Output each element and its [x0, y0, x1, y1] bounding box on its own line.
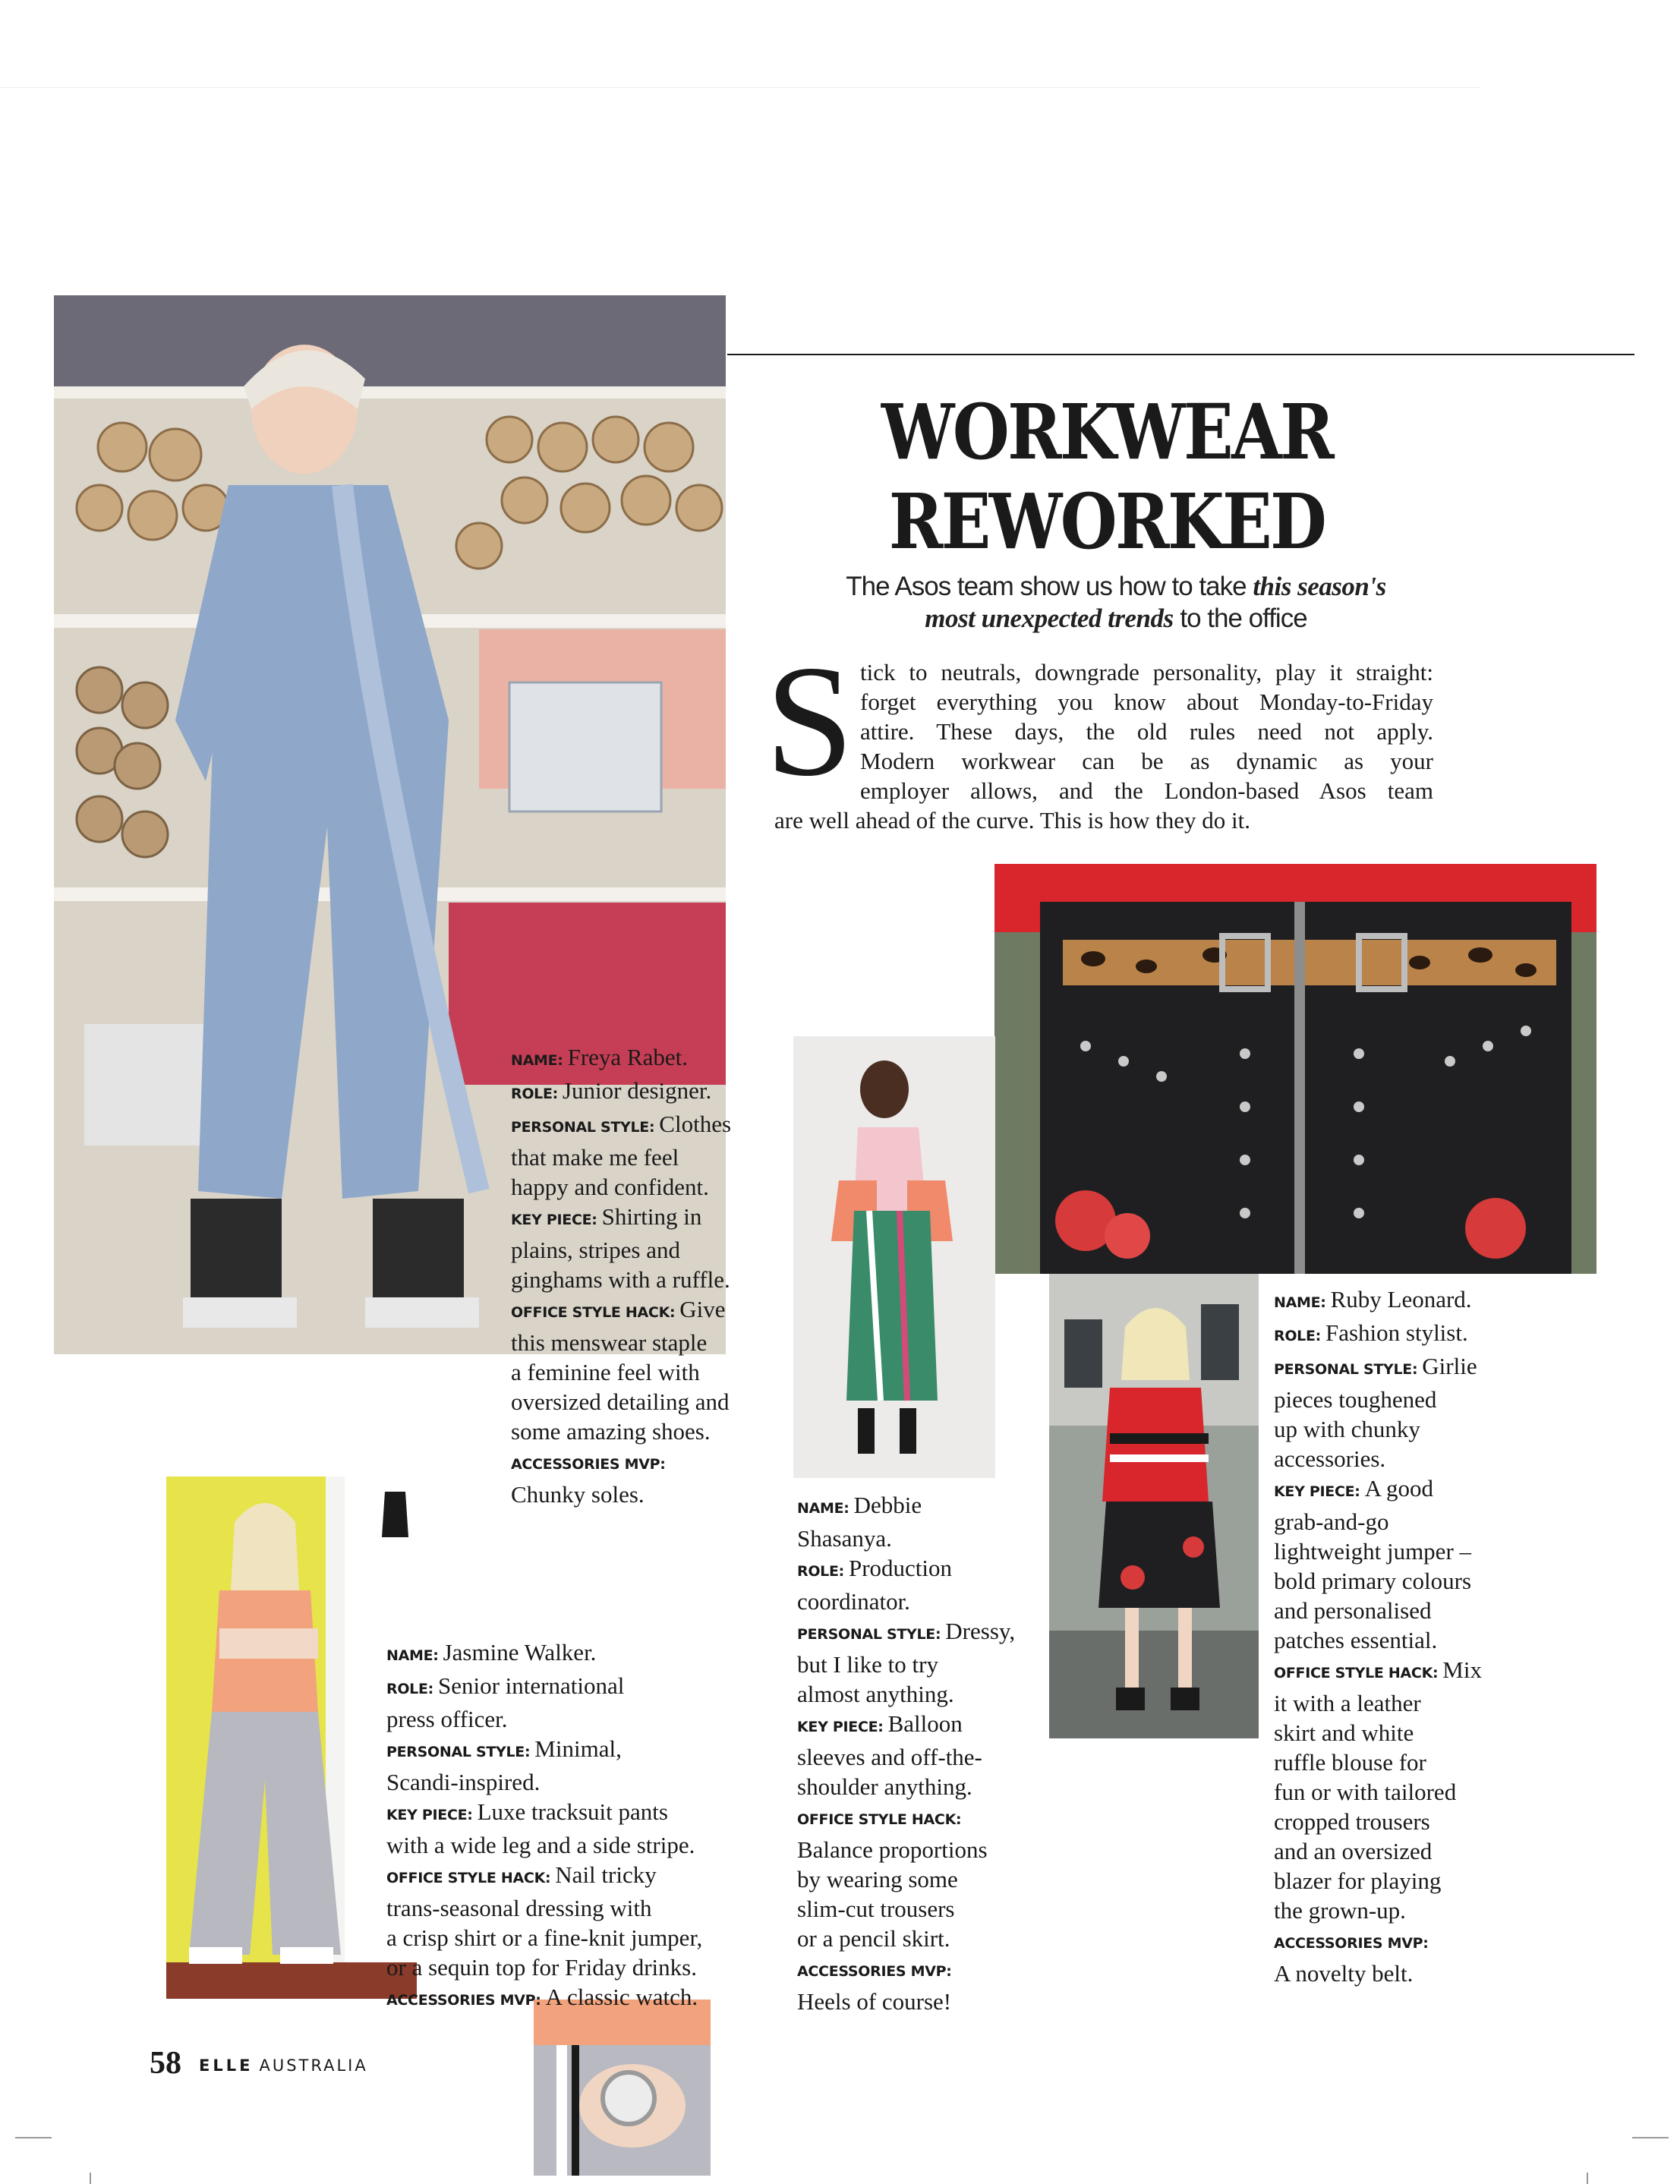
caption-text: ginghams with a ruffle. [511, 1266, 730, 1293]
caption-label: ROLE: [386, 1681, 433, 1697]
caption-label: KEY PIECE: [511, 1212, 597, 1228]
caption-text: plains, stripes and [511, 1237, 680, 1263]
caption-label: KEY PIECE: [1274, 1483, 1360, 1500]
caption-text: fun or with tailored [1274, 1779, 1457, 1805]
caption-text: this menswear staple [511, 1329, 708, 1356]
magazine-name-rest: AUSTRALIA [259, 2056, 368, 2075]
caption-label: PERSONAL STYLE: [797, 1626, 941, 1643]
caption-text: or a pencil skirt. [797, 1925, 950, 1952]
caption-label: NAME: [1274, 1294, 1326, 1311]
photo-studded-skirt [994, 864, 1596, 1274]
caption-role: Production [848, 1555, 953, 1581]
caption-label: ACCESSORIES MVP: [797, 1963, 952, 1980]
caption-name: Debbie [853, 1492, 922, 1518]
caption-name: Freya Rabet. [567, 1044, 688, 1070]
caption-label: ACCESSORIES MVP: [511, 1456, 666, 1473]
caption-text: trans-seasonal dressing with [386, 1895, 652, 1921]
caption-text: some amazing shoes. [511, 1418, 711, 1445]
caption-text: but I like to try [797, 1651, 938, 1678]
caption-label: KEY PIECE: [797, 1719, 884, 1735]
caption-text: with a wide leg and a side stripe. [386, 1832, 695, 1858]
intro-line: are well ahead of the curve. This is how they do it. [774, 807, 1250, 834]
caption-role: press officer. [386, 1706, 508, 1732]
caption-text: A novelty belt. [1274, 1960, 1414, 1987]
caption-text: patches essential. [1274, 1627, 1438, 1653]
caption-text: almost anything. [797, 1681, 954, 1707]
caption-text: A good [1364, 1475, 1434, 1502]
drop-cap: S [765, 633, 854, 809]
caption-text: by wearing some [797, 1866, 958, 1892]
caption-text: a feminine feel with [511, 1359, 700, 1385]
intro-line: attire. These days, the old rules need not apply. [860, 718, 1433, 745]
caption-text: oversized detailing and [511, 1388, 730, 1415]
photo-debbie [793, 1036, 995, 1478]
profile-freya [511, 1042, 731, 1509]
caption-role: Junior designer. [562, 1077, 712, 1104]
caption-text: accessories. [1274, 1445, 1386, 1472]
caption-role: coordinator. [797, 1588, 910, 1615]
caption-label: ACCESSORIES MVP: [1274, 1935, 1429, 1952]
crop-mark [15, 2137, 52, 2138]
caption-name: Ruby Leonard. [1330, 1286, 1472, 1313]
caption-text: Shirting in [601, 1203, 702, 1230]
caption-text: Give [679, 1296, 726, 1322]
crop-mark [90, 2173, 91, 2184]
caption-text: bold primary colours [1274, 1568, 1472, 1594]
standfirst-part-2: to the office [1180, 604, 1307, 633]
caption-text: and personalised [1274, 1597, 1432, 1624]
headline-line-1: WORKWEAR [881, 387, 1333, 477]
caption-text: Chunky soles. [511, 1481, 645, 1508]
caption-role: Fashion stylist. [1325, 1319, 1468, 1346]
caption-label: OFFICE STYLE HACK: [511, 1304, 676, 1321]
caption-text: that make me feel [511, 1144, 679, 1171]
trim-line [0, 87, 1480, 88]
caption-text: and an oversized [1274, 1838, 1433, 1864]
caption-label: PERSONAL STYLE: [511, 1119, 655, 1136]
intro-line: employer allows, and the London-based Asos team [860, 777, 1433, 804]
caption-label: PERSONAL STYLE: [1274, 1361, 1418, 1378]
caption-name: Jasmine Walker. [443, 1639, 597, 1666]
caption-text: skirt and white [1274, 1719, 1414, 1746]
magazine-name-bold: ELLE [199, 2056, 254, 2075]
caption-text: Girlie [1422, 1353, 1477, 1379]
caption-text: Clothes [659, 1111, 732, 1137]
caption-text: Scandi-inspired. [386, 1769, 541, 1795]
caption-label: ROLE: [511, 1086, 558, 1102]
caption-text: the grown-up. [1274, 1897, 1406, 1924]
caption-text: pieces toughened [1274, 1386, 1437, 1413]
caption-label: NAME: [511, 1052, 563, 1069]
caption-text: Minimal, [534, 1735, 622, 1762]
standfirst [790, 571, 1442, 635]
caption-label: ROLE: [797, 1563, 844, 1580]
caption-text: Balance proportions [797, 1836, 988, 1863]
magazine-name [199, 2056, 368, 2075]
caption-text: lightweight jumper – [1274, 1538, 1472, 1565]
profile-jasmine [386, 1637, 702, 2015]
profile-debbie [797, 1490, 1015, 2016]
caption-text: A classic watch. [545, 1984, 698, 2010]
headline-line-2: REWORKED [888, 477, 1325, 566]
photo-lamp-inset [374, 1476, 417, 1590]
crop-mark [1587, 2173, 1588, 2184]
page-number: 58 [150, 2046, 181, 2081]
caption-label: ACCESSORIES MVP: [386, 1992, 541, 2009]
photo-ruby [1049, 1274, 1259, 1738]
caption-label: OFFICE STYLE HACK: [797, 1811, 962, 1828]
caption-text: ruffle blouse for [1274, 1749, 1426, 1776]
caption-text: Luxe tracksuit pants [477, 1798, 668, 1825]
crop-mark [1632, 2137, 1669, 2138]
caption-label: ROLE: [1274, 1328, 1321, 1344]
standfirst-emphasis-2: most unexpected trends [925, 604, 1174, 633]
photo-watch [534, 2000, 711, 2176]
intro-line: Modern workwear can be as dynamic as your [860, 748, 1433, 774]
caption-text: it with a leather [1274, 1690, 1421, 1716]
caption-text: Nail tricky [555, 1861, 657, 1888]
caption-text: grab-and-go [1274, 1508, 1389, 1535]
caption-role: Senior international [437, 1672, 625, 1699]
caption-label: KEY PIECE: [386, 1807, 473, 1823]
standfirst-part-1: The Asos team show us how to take [846, 572, 1247, 601]
caption-text: a crisp shirt or a fine-knit jumper, [386, 1924, 703, 1951]
caption-label: NAME: [797, 1500, 849, 1517]
caption-text: happy and confident. [511, 1174, 709, 1200]
caption-label: NAME: [386, 1647, 439, 1664]
standfirst-emphasis-1: this season's [1253, 572, 1386, 601]
intro-line: forget everything you know about Monday-to-Friday [860, 689, 1433, 715]
caption-text: sleeves and off-the- [797, 1744, 982, 1770]
caption-text: or a sequin top for Friday drinks. [386, 1954, 697, 1981]
caption-text: cropped trousers [1274, 1808, 1430, 1835]
caption-label: OFFICE STYLE HACK: [386, 1870, 551, 1886]
caption-text: Balloon [887, 1710, 963, 1737]
profile-ruby [1274, 1284, 1482, 1988]
caption-name: Shasanya. [797, 1525, 892, 1552]
caption-text: up with chunky [1274, 1416, 1420, 1442]
caption-text: Heels of course! [797, 1988, 952, 2015]
caption-text: shoulder anything. [797, 1773, 972, 1800]
intro-line: tick to neutrals, downgrade personality, play it straight: [860, 659, 1433, 685]
caption-text: blazer for playing [1274, 1867, 1442, 1894]
caption-label: OFFICE STYLE HACK: [1274, 1665, 1439, 1681]
headline [780, 387, 1433, 566]
caption-text: Mix [1442, 1656, 1482, 1683]
caption-text: slim-cut trousers [797, 1896, 955, 1922]
headline-rule [727, 354, 1634, 355]
caption-label: PERSONAL STYLE: [386, 1744, 531, 1760]
caption-text: Dressy, [945, 1618, 1016, 1644]
